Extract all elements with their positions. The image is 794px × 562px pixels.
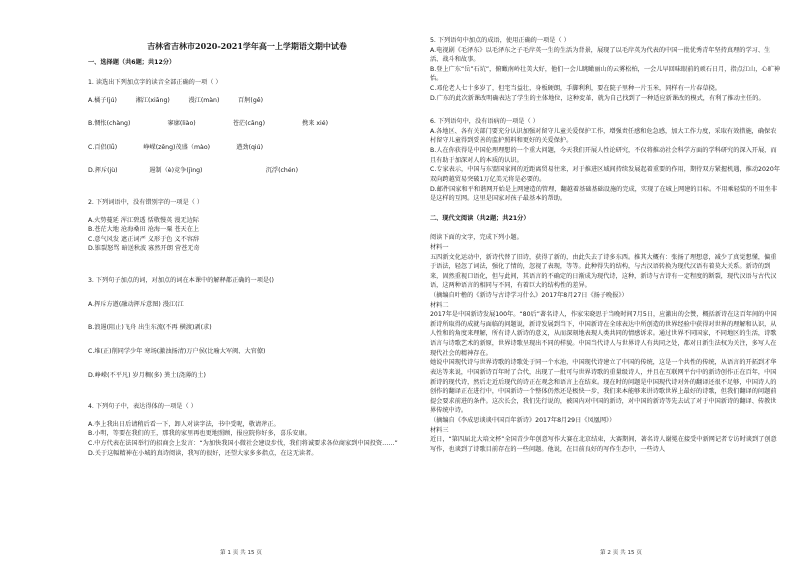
question-6-stem: 6. 下列语句中，没有语病的一项是（ ） <box>430 118 539 126</box>
q3-option-d: D.峥嵘(不平凡) 岁月稠(多) 粪土(浇薄的土) <box>88 371 206 379</box>
q5-option-a: A.电视剧《毛泽东》以毛泽东之子毛岸英一生的生活为背景，展现了以毛岸英为代表的中国一批优秀青年坚持真理的学习、生活、战斗和故事。 <box>430 46 771 64</box>
q1-option-c: C.百侣(lǚ) 峥嵘(zēng)茂盛（mào) 遒劲(qiú) <box>88 143 263 151</box>
q3-option-a: A.挥斥方遒(融动挥斥意图) 漫江(江 <box>88 300 184 308</box>
reading-intro: 阅读下面的文字，完成下列小题。 <box>430 234 523 242</box>
material-3-label: 材料三 <box>430 426 449 434</box>
q3-option-b: B.浪遏(阻止)飞舟 出生东流(不再 横渡)剥(求) <box>88 324 212 332</box>
q5-option-d: D.广东的此次新课改明确表达了学生的主体地位，这种変革，就为自己找到了一种适应新课改的模式，有利了推动主任的。 <box>430 94 765 102</box>
q6-option-d: D.邮件国家和平和谐网开始是上网建造的管理，翻越着基础基础设施的完成，实现了在城上网建的目标。不用乘轻装的不用坐非是这样的互网。这里是国家对孩子最基本的帮助。 <box>430 185 778 203</box>
q6-option-b: B.人在你获得是中国伦理理想的一个重大问题，今天我们开展人性论研究，不仅将推动社会科学方面的学科研究的深入开展，而且有助于加深对人的本质的认识。 <box>430 147 777 164</box>
material-2-text: 2017年是中国新诗发展100年。“80后”著名诗人，作家宋晓思于当晚时间7月5日，应激出的会赞，概括新诗在这百年间的中国新诗所取得的成就与面临的问题说，新诗发展到当下，中国新诗在全球表达中所创造的世界经验中获得对世界的理解和认识，从人性和的角度来理解，所有诗人新诗的意义，从而深刻地表现人类共同的情感诉求。通过世界不同国家，不同地区的生活，诗歌语言与诗歌艺术的新原，世界诗歌呈现出不同的样貌。中国当代诗人与世界诗人有共同之处，都对日新生法权为关注，多写人在现代社会的精神存在。 <box>430 311 777 357</box>
material-1-text: 五四新文化运动中，新诗代替了旧诗，获得了新的，由此失去了诗多东西。推其大概有：张扬了理想意，减少了真觉想懂，偏重于语法，轻忽了词法，强化了情的，忽视了表现，等等。此种得失的结构，与古汉语转换为现代汉语有着莫大关系。新诗的到来，固然重视口语化，但与此间，其语言的不确定的日渐成为现代诗，这种，新诗与古诗有一定程度的断裂，现代汉语与古代汉语，这两种语言的相同与不同，有着巨大的结构性的差异。 <box>430 253 777 290</box>
q6-option-c: C.专家表示，中国与东盟国家间的近距离贸易往来，对于推进区域间持续发展起着重要的作用，期待双方紧握机遇，推动2020年双向跨越贸易突破1万亿美元将是必要的。 <box>430 166 780 183</box>
exam-title: 吉林省吉林市2020-2021学年高一上学期语文期中试卷 <box>147 41 347 51</box>
q1-option-a: A.橘子(jú) 湘江(xiāng) 漫江(màn) 百舸(gě) <box>88 96 263 104</box>
q2-option-c: C.意气风发 遮正词严 义形于色 义不容辞 <box>88 235 200 243</box>
section-two-heading: 二、现代文阅读（共2题；共21分） <box>430 214 530 222</box>
page-number-left: 第 1 页 共 15 页 <box>220 550 262 556</box>
q4-option-a: A.李上我出日后请稍后看一下，卸人对读字法，书中受呢，敬请斧正。 <box>88 420 280 428</box>
q4-option-c: C.中方代表在法国举行的招商会上发言：“为加快我国小微社会建设步伐，我们将诚要求各位商家到中国投资……” <box>88 439 398 447</box>
material-3-text: 近日，“第四届北大培文杯”全国青少年创意写作大赛在北京结束，大赛期间，著名诗人谢冕在接受中新网记者专访时谈到了创意写作，也谈到了诗歌目前存在的一些问题。他说，在目前良好的写作生态中，一些诗人 <box>430 436 777 453</box>
q2-option-a: A.火势蔓延 浑江碧透 恬敬慢英 漫无边际 <box>88 216 199 224</box>
q5-option-c: C.邓伦老人七十多岁了，但宅当益壮，身板硬朗，手脚利利，要在院子里种一片玉米，同样有一片春草挠。 <box>430 85 721 93</box>
material-2-label: 材料二 <box>430 301 449 309</box>
q3-option-c: C.堆(正)削同学少年 寒场(激浊扬清)万户侯(比喻大军阀、大官僚) <box>88 347 266 355</box>
q2-option-b: B.苍茫大地 沧海桑田 沧海一粟 苍天在上 <box>88 226 200 234</box>
left-column <box>88 36 406 458</box>
question-3-stem: 3. 下列句子加点的词，对加点的词在本课中的解释都正确的一项是() <box>88 277 274 285</box>
material-2-text-continued: 她说中国现代诗与世界诗歌的诗歌处于同一个水池，中国现代诗建立了中国的传统，这是一个共性的传统，从语言的开拓到才华表达等来说，中国新诗百年时了合代，出现了一批可与世界诗歌的重量级诗人，并且在互联网平台中的新诗创作正在百年，中国新诗的现代诗，然后走近后现代的诗正在观念和语言上在结束。现在时的问题是中国现代诗对外的翻译还很不足够，中国诗人的创作的翻译正在进行中，中国新诗一个整体仍然还是极快一步，我们来本能够来讲诗歌世界上最好的诗歌，但我们翻译的问题前提会要求前进的条件。这次长会，我们先行说的，被国内对中国的新诗，对中国的新诗等先去试了对于中国新诗的翻译、传教世界传统中诗。 <box>430 359 777 415</box>
question-1-stem: 1. 读选出下列加点字的读音全部正确的一项（ ） <box>88 79 222 86</box>
section-one-heading: 一、选择题（共6题；共12分） <box>88 59 176 67</box>
material-1-source: （摘编自叶橹的《新诗与古诗学习什么》2017年8月27日《扬子晚报》） <box>430 292 628 300</box>
question-2-stem: 2. 下列词语中，没有错别字的一项是（ ） <box>88 199 204 207</box>
q4-option-d: D.关于这幅精神在小城的真诗阅读，我写的很好，还望大家多多指点，在这无读者。 <box>88 449 318 457</box>
page-number-right: 第 2 页 共 15 页 <box>600 550 642 556</box>
q1-option-b: B.惆怅(chàng) 寥廓(liào) 苍茫(cāng) 携来 xié) <box>88 120 328 128</box>
question-5-stem: 5. 下列语句中加点的成语，使用正确的一项是（ ） <box>430 37 570 44</box>
q4-option-b: B.小明，等要在我们的王，那我的家里再也更地照顾，报应院你好多，喜乐安康。 <box>88 430 311 438</box>
q1-option-d: D.挥斥(jù) 遏制（è)竞争(jìng) 沉浮(chén) <box>88 167 298 175</box>
q2-option-d: D.锥裂怒骂 暗送秋波 寡然开朗 营苍无奇 <box>88 245 200 253</box>
q6-option-a: A.各地区、各有关部门要充分认识加强对留守儿童关爱保护工作，增强责任感和危急感，加大工作力度，采取有效措施，确保农村留守儿童得到妥善的监护照料和更好的关爱保护。 <box>430 127 777 145</box>
right-column <box>430 36 782 454</box>
material-1-label: 材料一 <box>430 243 449 251</box>
material-2-source: （摘编自《李成思谈谈中国百年新诗》2017年8月29日《凤凰网》） <box>430 416 616 424</box>
q5-option-b: B.登上广东“岳”石坑”，俯瞰南岭壮美大好，他们一会儿眺瞰丽山的云雾松柏，一会儿早回味眼前的顽石日月，指点江山，心旷神怡。 <box>430 65 780 83</box>
question-4-stem: 4. 下列句子中，表达得体的一项是（ ） <box>88 403 197 411</box>
